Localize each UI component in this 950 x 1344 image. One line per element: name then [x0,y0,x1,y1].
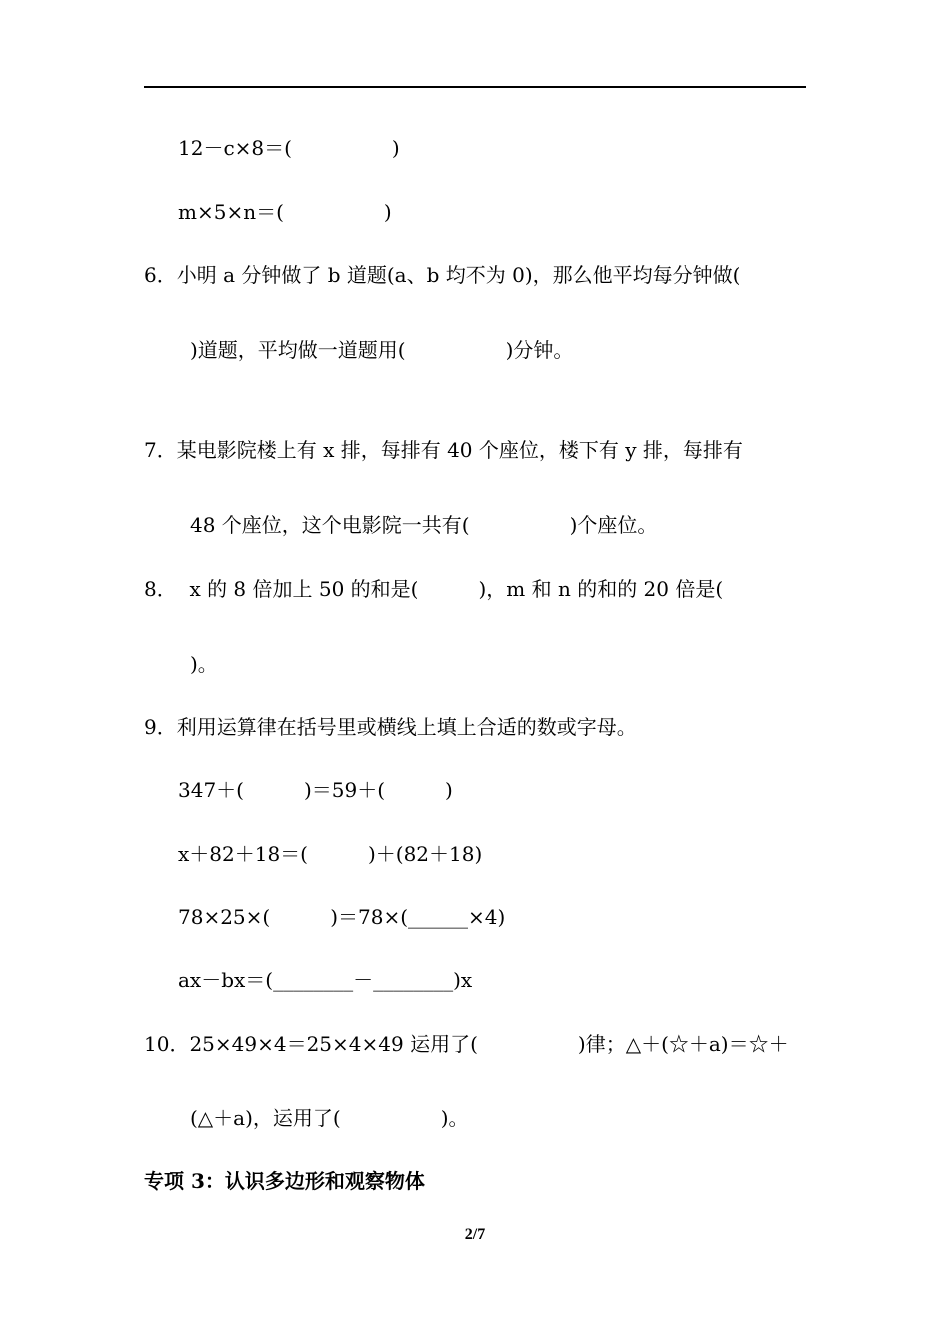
header-rule [144,86,806,88]
q5-expr-c: 12－c×8＝( ) [178,136,400,160]
q5-expr-d: m×5×n＝( ) [178,200,392,224]
q6-line-1: 6．小明 a 分钟做了 b 道题(a、b 均不为 0)，那么他平均每分钟做( [144,263,741,287]
q10-line-1: 10．25×49×4＝25×4×49 运用了( )律；△＋(☆＋a)＝☆＋ [144,1032,789,1056]
q8-line-1: 8． x 的 8 倍加上 50 的和是( )，m 和 n 的和的 20 倍是( [144,577,724,601]
q9-prompt: 9．利用运算律在括号里或横线上填上合适的数或字母。 [144,715,637,739]
q9-expr-d: ax－bx＝(________－________)x [178,968,473,992]
q6-line-2: )道题，平均做一道题用( )分钟。 [190,338,574,362]
q8-line-2: )。 [190,652,218,676]
page-number: 2/7 [464,1226,486,1243]
q7-line-1: 7．某电影院楼上有 x 排，每排有 40 个座位，楼下有 y 排，每排有 [144,438,743,462]
q9-expr-b: x＋82＋18＝( )＋(82＋18) [178,842,483,866]
q9-expr-a: 347＋( )＝59＋( ) [178,778,453,802]
q7-line-2: 48 个座位，这个电影院一共有( )个座位。 [190,513,658,537]
q9-expr-c: 78×25×( )＝78×(______×4) [178,905,506,929]
q10-line-2: (△＋a)，运用了( )。 [190,1106,469,1130]
section-3-heading: 专项 3：认识多边形和观察物体 [144,1169,425,1193]
